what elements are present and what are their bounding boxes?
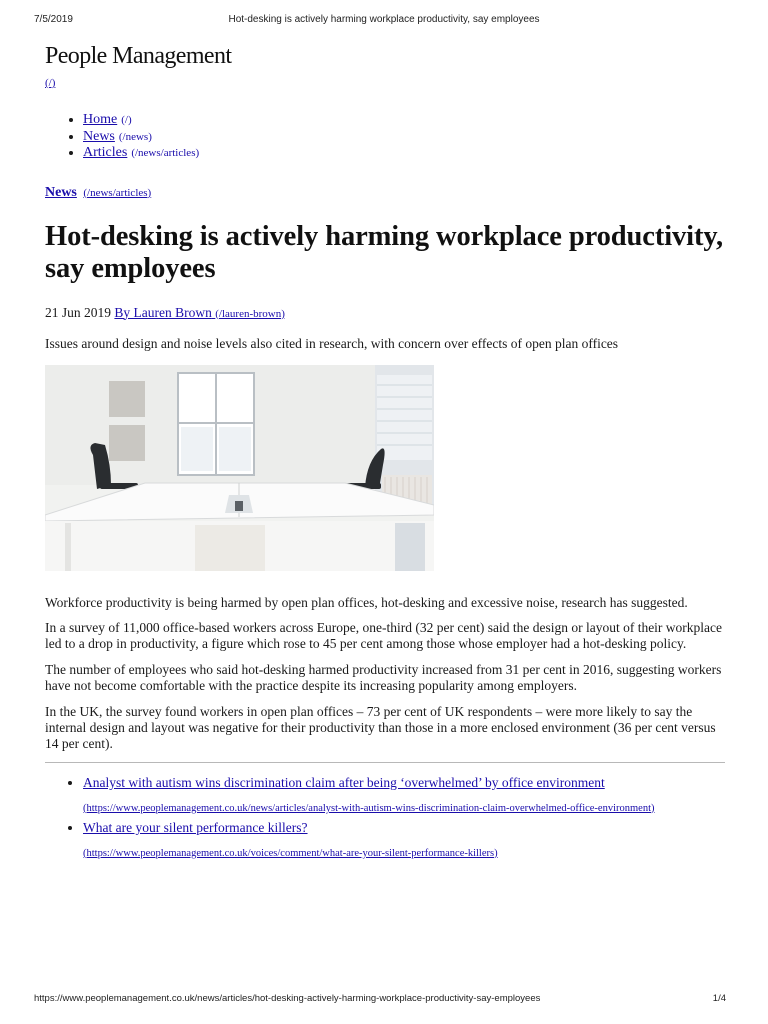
nav-link-home[interactable]: Home: [83, 112, 118, 127]
nav-item-articles: [83, 145, 725, 162]
article-body: [45, 595, 725, 753]
article-standfirst: Issues around design and noise levels also cited in research, with concern over effects of open plan offices: [45, 335, 619, 351]
nav-link-articles[interactable]: Articles: [83, 145, 128, 160]
author-name: By Lauren Brown: [114, 304, 212, 320]
section-divider: [45, 762, 725, 763]
article-byline: [45, 305, 725, 322]
article-date: 21 Jun 2019: [45, 304, 112, 320]
author-link[interactable]: [114, 305, 285, 320]
print-date: 7/5/2019: [34, 14, 73, 25]
logo-link[interactable]: (/): [45, 77, 56, 89]
nav-path-home: (/): [121, 114, 132, 126]
author-path: (/lauren-brown): [215, 307, 285, 320]
related-article-url[interactable]: (https://www.peoplemanagement.co.uk/news/articles/analyst-with-autism-wins-discrimination-claim-overwhelmed-office-environment): [83, 802, 655, 814]
breadcrumb-nav: [45, 112, 725, 162]
category-path[interactable]: (/news/articles): [83, 186, 152, 199]
nav-link-news[interactable]: News: [83, 128, 115, 144]
article-paragraph: Workforce productivity is being harmed by open plan offices, hot-desking and excessive noise, research has suggested.: [45, 594, 688, 610]
print-doc-title: Hot-desking is actively harming workplace productivity, say employees: [228, 14, 540, 25]
related-articles-list: [45, 775, 725, 861]
related-article-item: [83, 775, 725, 816]
print-page-number: 1/4: [712, 993, 726, 1004]
related-article-item: [83, 820, 725, 861]
article-paragraph: In a survey of 11,000 office-based workers across Europe, one-third (32 per cent) said the design or layout of their workplace led to a drop in productivity, a figure which rose to 45 per cent among those whose employer had a hot-desking policy.: [45, 619, 723, 652]
nav-path-news: (/news): [118, 130, 152, 143]
article-headline: Hot-desking is actively harming workplace productivity, say employees: [45, 220, 723, 284]
print-header: [34, 14, 734, 28]
article-paragraph: The number of employees who said hot-desking harmed productivity increased from 31 per cent in 2016, suggesting workers have not become comfortable with the practice despite its increasing popularity among employers.: [45, 661, 722, 694]
page-content: [45, 42, 725, 865]
category-label[interactable]: News: [45, 184, 77, 200]
nav-item-home: [83, 112, 725, 129]
nav-item-news: [83, 129, 725, 146]
print-footer-url: https://www.peoplemanagement.co.uk/news/articles/hot-desking-actively-harming-workplace-productivity-say-employees: [34, 993, 541, 1004]
related-article-url[interactable]: (https://www.peoplemanagement.co.uk/voices/comment/what-are-your-silent-performance-killers): [83, 847, 498, 859]
related-article-link[interactable]: What are your silent performance killers?: [83, 819, 308, 835]
nav-path-articles: (/news/articles): [131, 147, 200, 159]
article-paragraph: In the UK, the survey found workers in open plan offices – 73 per cent of UK respondents – were more likely to say the internal design and layout was negative for their productivity than those in a more enclosed environment (36 per cent versus 14 per cent).: [45, 703, 716, 752]
site-logo[interactable]: People Management: [45, 43, 232, 69]
related-article-link[interactable]: Analyst with autism wins discrimination claim after being ‘overwhelmed’ by office environment: [83, 774, 605, 790]
category-link[interactable]: [45, 185, 725, 201]
print-footer: [34, 993, 734, 1007]
office-photo: [45, 365, 434, 571]
